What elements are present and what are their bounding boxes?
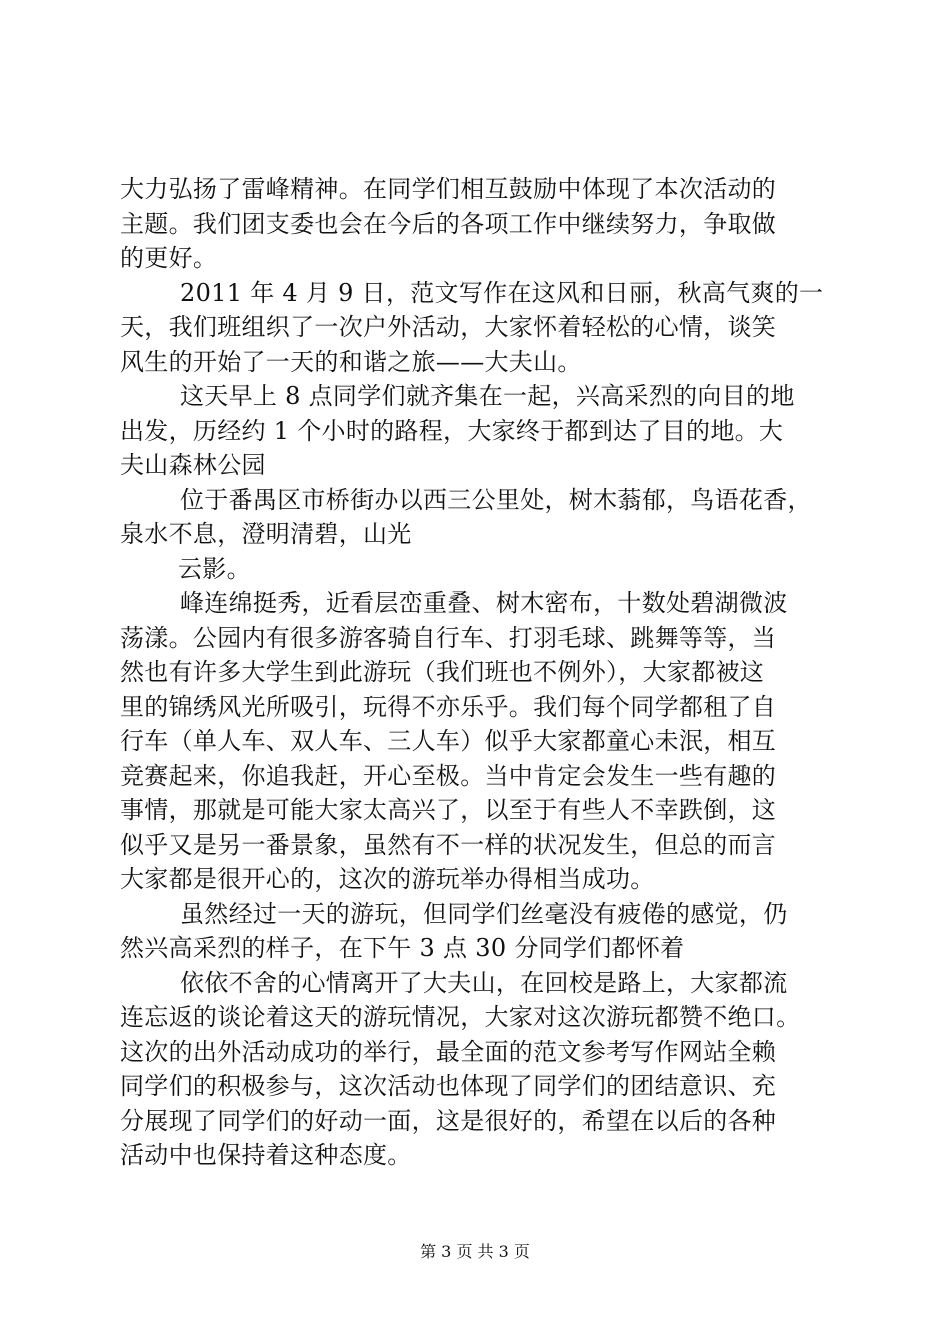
page-number: 第 3 页 共 3 页	[420, 1242, 530, 1261]
text-line: 2011 年 4 月 9 日，范文写作在这风和日丽，秋高气爽的一	[180, 278, 824, 307]
text-line: 出发，历经约 1 个小时的路程，大家终于都到达了目的地。大	[120, 416, 784, 445]
text-line: 似乎又是另一番景象，虽然有不一样的状况发生，但总的而言	[120, 830, 777, 859]
text-line: 荡漾。公园内有很多游客骑自行车、打羽毛球、跳舞等等，当	[120, 623, 777, 652]
text-line: 云影。	[178, 554, 251, 583]
page-footer	[0, 1242, 950, 1262]
document-body	[120, 172, 840, 1173]
text-line: 主题。我们团支委也会在今后的各项工作中继续努力，争取做	[120, 209, 777, 238]
text-line: 大家都是很开心的，这次的游玩举办得相当成功。	[120, 865, 655, 893]
text-line: 同学们的积极参与，这次活动也体现了同学们的团结意识、充	[120, 1072, 777, 1100]
text-line: 这天早上 8 点同学们就齐集在一起，兴高采烈的向目的地	[180, 382, 795, 410]
text-line: 夫山森林公园	[120, 451, 266, 479]
text-line: 位于番禺区市桥街办以西三公里处，树木蓊郁，鸟语花香，	[180, 485, 812, 514]
text-line: 分展现了同学们的好动一面，这是很好的，希望在以后的各种	[120, 1106, 777, 1135]
text-line: 风生的开始了一天的和谐之旅——大夫山。	[120, 347, 582, 376]
text-line: 大力弘扬了雷峰精神。在同学们相互鼓励中体现了本次活动的	[120, 175, 777, 203]
text-line: 虽然经过一天的游玩，但同学们丝毫没有疲倦的感觉，仍	[180, 899, 788, 928]
text-line: 里的锦绣风光所吸引，玩得不亦乐乎。我们每个同学都租了自	[120, 692, 777, 721]
text-line: 事情，那就是可能大家太高兴了，以至于有些人不幸跌倒，这	[120, 796, 777, 824]
text-line: 依依不舍的心情离开了大夫山，在回校是路上，大家都流	[180, 968, 788, 997]
text-line: 竞赛起来，你追我赶，开心至极。当中肯定会发生一些有趣的	[120, 761, 777, 790]
text-line: 活动中也保持着这种态度。	[120, 1141, 412, 1169]
text-line: 然也有许多大学生到此游玩（我们班也不例外），大家都被这	[120, 658, 765, 686]
text-line: 天，我们班组织了一次户外活动，大家怀着轻松的心情，谈笑	[120, 313, 777, 341]
text-line: 的更好。	[120, 244, 218, 272]
text-line: 连忘返的谈论着这天的游玩情况，大家对这次游玩都赞不绝口。	[120, 1003, 801, 1031]
text-line: 行车（单人车、双人车、三人车）似乎大家都童心未泯，相互	[120, 727, 777, 755]
text-line: 这次的出外活动成功的举行，最全面的范文参考写作网站全赖	[120, 1037, 777, 1066]
text-line: 泉水不息，澄明清碧，山光	[120, 520, 412, 548]
text-line: 峰连绵挺秀，近看层峦重叠、树木密布，十数处碧湖微波	[180, 589, 788, 617]
text-line: 然兴高采烈的样子，在下午 3 点 30 分同学们都怀着	[120, 934, 685, 962]
